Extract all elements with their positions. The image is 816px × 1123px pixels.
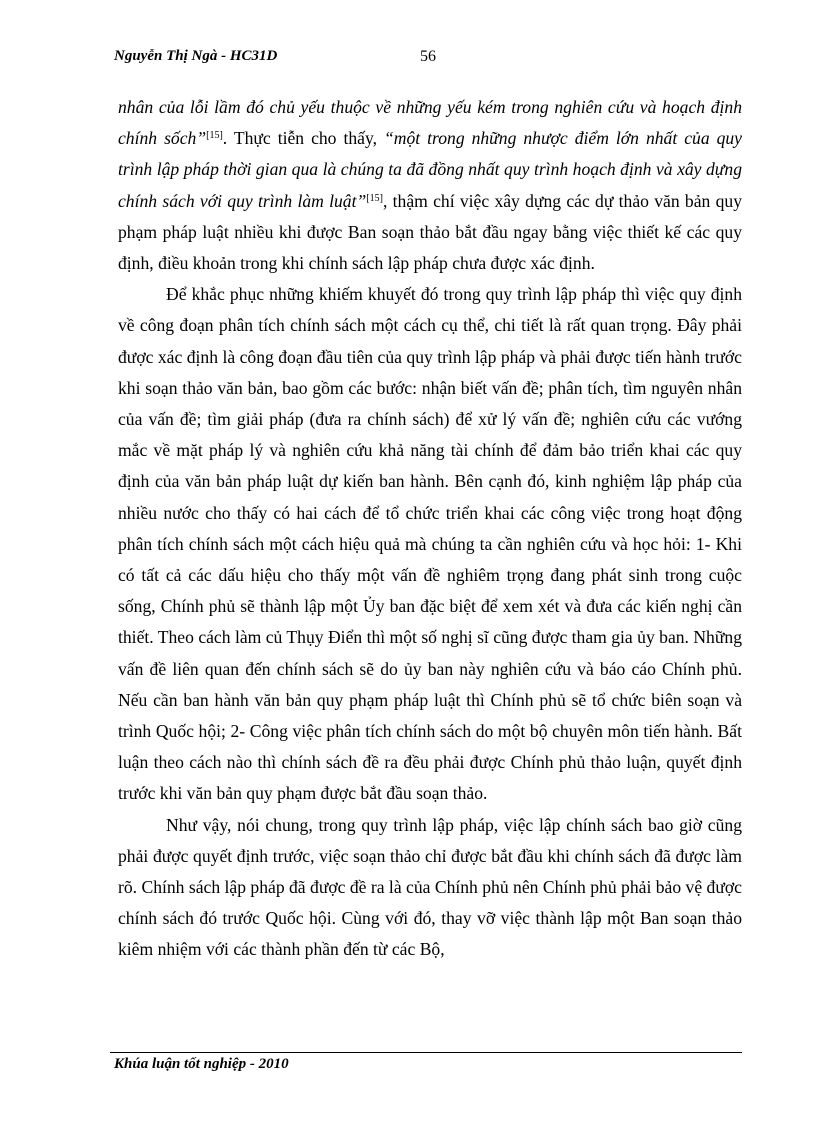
- paragraph-text: . Thực tiễn cho thấy,: [222, 128, 384, 149]
- page-number: 56: [420, 48, 436, 65]
- paragraph-1: [118, 92, 742, 279]
- paragraph-3: Như vậy, nói chung, trong quy trình lập pháp, việc lập chính sách bao giờ cũng phải được quyết định trước, việc soạn thảo chỉ được bắt đầu khi chính sách đã được làm rõ. Chính sách lập pháp đã được đề ra là của Chính phủ nên Chính phủ phải bảo vệ được chính sách đó trước Quốc hội. Cùng với đó, thay vỡ việc thành lập một Ban soạn thảo kiêm nhiệm với các thành phần đến từ các Bộ,: [118, 814, 742, 960]
- footer-divider: [110, 1052, 742, 1053]
- quote-1: nhân của lỗi lầm đó chủ yếu thuộc về những yếu kém trong nghiên cứu và hoạch định chính sốch”: [118, 97, 742, 149]
- document-body: [118, 92, 742, 966]
- running-footer: Khúa luận tốt nghiệp - 2010: [114, 1056, 289, 1072]
- paragraph-2: Để khắc phục những khiếm khuyết đó trong quy trình lập pháp thì việc quy định về công đoạn phân tích chính sách một cách cụ thể, chi tiết là rất quan trọng. Đây phải được xác định là công đoạn đầu tiên của quy trình lập pháp và phải được tiến hành trước khi soạn thảo văn bản, bao gồm các bước: nhận biết vấn đề; phân tích, tìm nguyên nhân của vấn đề; tìm giải pháp (đưa ra chính sách) để xử lý vấn đề; nghiên cứu các vướng mắc về mặt pháp lý và nghiên cứu khả năng tài chính để đảm bảo triển khai các quy định của văn bản pháp luật dự kiến ban hành. Bên cạnh đó, kinh nghiệm lập pháp của nhiều nước cho thấy có hai cách để tổ chức triển khai các công việc trong hoạt động phân tích chính sách một cách hiệu quả mà chúng ta cần nghiên cứu và học hỏi: 1- Khi có tất cả các dấu hiệu cho thấy một vấn đề nghiêm trọng đang phát sinh trong cuộc sống, Chính phủ sẽ thành lập một Ủy ban đặc biệt để xem xét và đưa các kiến nghị cần thiết. Theo cách làm củ Thụy Điển thì một số nghị sĩ cũng được tham gia ủy ban. Những vấn đề liên quan đến chính sách sẽ do ủy ban này nghiên cứu và báo cáo Chính phủ. Nếu cần ban hành văn bản quy phạm pháp luật thì Chính phủ sẽ tổ chức biên soạn và trình Quốc hội; 2- Công việc phân tích chính sách do một bộ chuyên môn tiến hành. Bất luận theo cách nào thì chính sách đề ra đều phải được Chính phủ thảo luận, quyết định trước khi văn bản quy phạm được bắt đầu soạn thảo.: [118, 284, 742, 804]
- citation-ref: [15]: [206, 130, 223, 142]
- quote-2: “một trong những nhược điểm lớn nhất của quy trình lập pháp thời gian qua là chúng ta đã đồng nhất quy trình hoạch định và xây dựng chính sách với quy trình làm luật”: [118, 128, 742, 211]
- running-header-author: Nguyễn Thị Ngà - HC31D: [114, 48, 278, 64]
- citation-ref: [15]: [366, 192, 383, 204]
- paragraph-text: , thậm chí việc xây dựng các dự thảo văn bản quy phạm pháp luật nhiều khi được Ban soạn thảo bắt đầu ngay bằng việc thiết kế các quy định, điều khoản trong khi chính sách lập pháp chưa được xác định.: [118, 190, 742, 274]
